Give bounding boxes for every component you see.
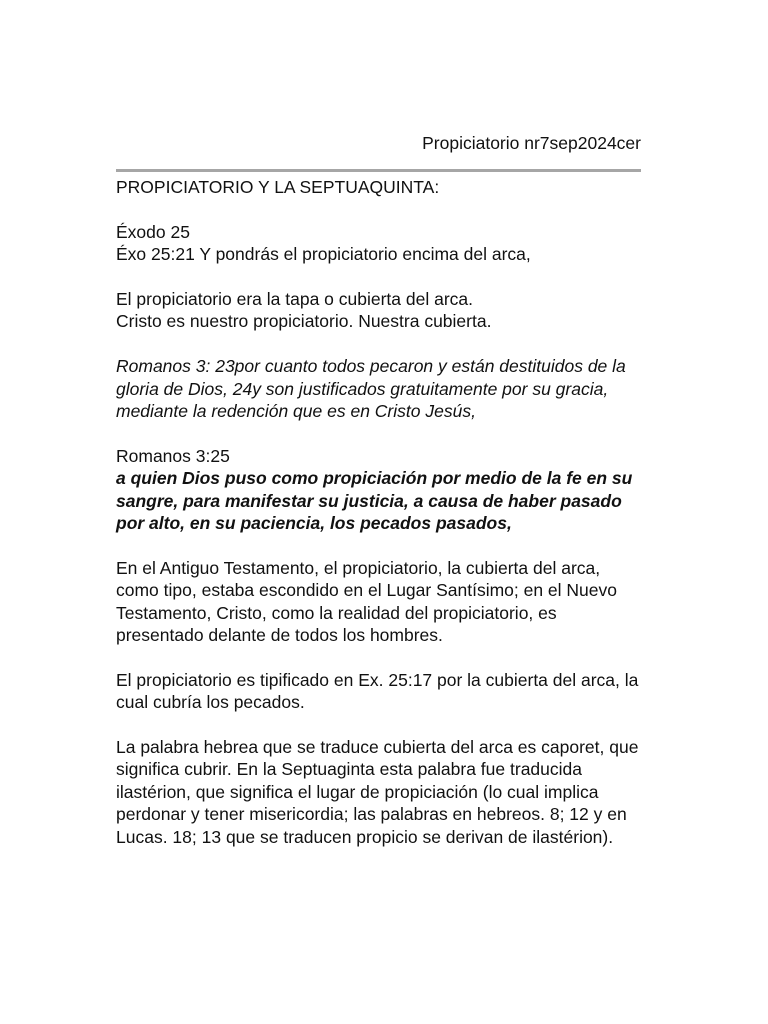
paragraph-palabra-hebrea: La palabra hebrea que se traduce cubierta del arca es caporet, que significa cubrir. En la Septuaginta esta palabra fue traducida ilastérion, que significa el lugar de propiciación (lo cual implica perdonar y tener misericordia; las palabras en hebreos. 8; 12 y en Lucas. 18; 13 que se traducen propicio se derivan de ilastérion).	[116, 737, 639, 847]
spacer	[116, 422, 641, 444]
paragraph-tapa: El propiciatorio era la tapa o cubierta del arca.	[116, 289, 474, 309]
paragraph-antiguo-testamento: En el Antiguo Testamento, el propiciatorio, la cubierta del arca, como tipo, estaba escondido en el Lugar Santísimo; en el Nuevo Testamento, Cristo, como la realidad del propiciatorio, es presentado delante de todos los hombres.	[116, 557, 618, 646]
spacer	[116, 646, 641, 668]
romanos-3-25-reference: Romanos 3:25	[116, 445, 230, 466]
spacer	[116, 714, 641, 736]
exodo-verse: Éxo 25:21 Y pondrás el propiciatorio encima del arca,	[116, 244, 531, 265]
exodo-title: Éxodo 25	[116, 221, 190, 242]
paragraph-tipificado: El propiciatorio es tipificado en Ex. 25:17 por la cubierta del arca, la cual cubría los pecados.	[116, 669, 639, 713]
section-heading: PROPICIATORIO Y LA SEPTUAQUINTA:	[116, 177, 440, 197]
paragraph-cristo: Cristo es nuestro propiciatorio. Nuestra cubierta.	[116, 311, 492, 332]
page-header-title: Propiciatorio nr7sep2024cer	[422, 133, 641, 153]
spacer	[116, 266, 641, 288]
spacer	[116, 333, 641, 355]
spacer	[116, 534, 641, 556]
header-divider	[116, 169, 641, 172]
romanos-3-23-quote: Romanos 3: 23por cuanto todos pecaron y están destituidos de la gloria de Dios, 24y son justificados gratuitamente por su gracia, mediante la redención que es en Cristo Jesús,	[116, 356, 626, 422]
spacer	[116, 198, 641, 220]
romanos-3-25-quote: a quien Dios puso como propiciación por medio de la fe en su sangre, para manifestar su justicia, a causa de haber pasado por alto, en su paciencia, los pecados pasados,	[116, 468, 633, 534]
document-page	[116, 131, 641, 848]
